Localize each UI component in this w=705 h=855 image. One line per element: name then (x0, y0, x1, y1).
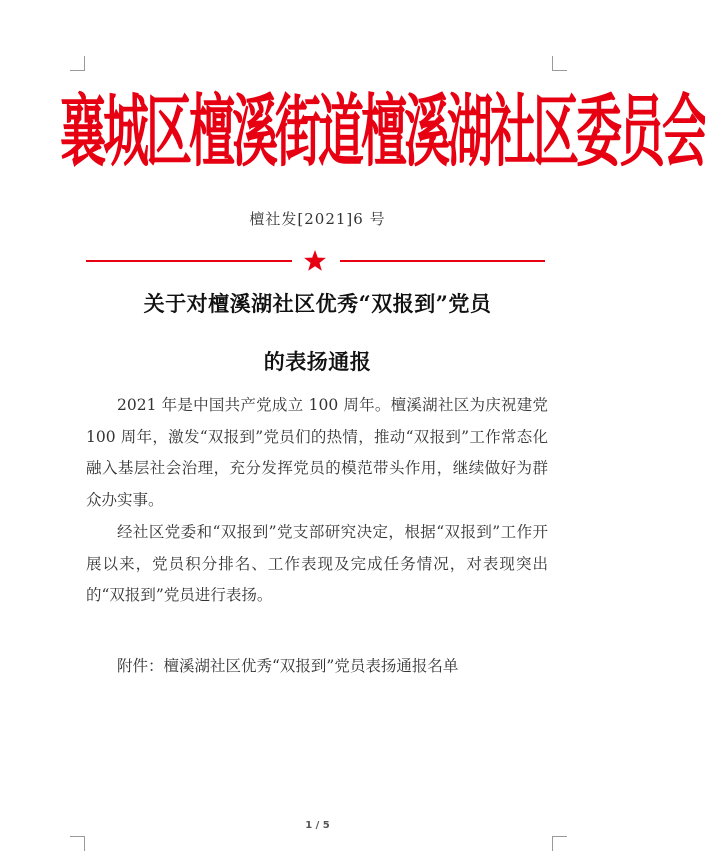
document-title-line-2: 的表扬通报 (263, 349, 372, 374)
red-divider-right (340, 260, 545, 262)
star-icon (303, 249, 327, 273)
page-number-indicator: 1 / 5 (305, 820, 330, 831)
attachment-note: 附件：檀溪湖社区优秀“双报到”党员表扬通报名单 (117, 657, 459, 675)
red-divider-left (86, 260, 292, 262)
document-title-line-1: 关于对檀溪湖社区优秀“双报到”党员 (143, 291, 492, 316)
body-paragraph-1: 2021 年是中国共产党成立 100 周年。檀溪湖社区为庆祝建党 100 周年，激发“双报到”党员们的热情，推动“双报到”工作常态化融入基层社会治理，充分发挥党员的模范带头作用，继续做好为群众办实事。 (86, 396, 548, 509)
crop-mark-bottom-left (70, 836, 85, 851)
crop-mark-top-right (552, 56, 567, 71)
red-header-org-title: 襄城区檀溪街道檀溪湖社区委员会 (60, 85, 705, 177)
document-number: 檀社发[2021]6 号 (249, 210, 386, 228)
crop-mark-top-left (70, 56, 85, 71)
crop-mark-bottom-right (552, 836, 567, 851)
body-paragraph-2: 经社区党委和“双报到”党支部研究决定，根据“双报到”工作开展以来，党员积分排名、工作表现及完成任务情况，对表现突出的“双报到”党员进行表扬。 (86, 523, 548, 604)
